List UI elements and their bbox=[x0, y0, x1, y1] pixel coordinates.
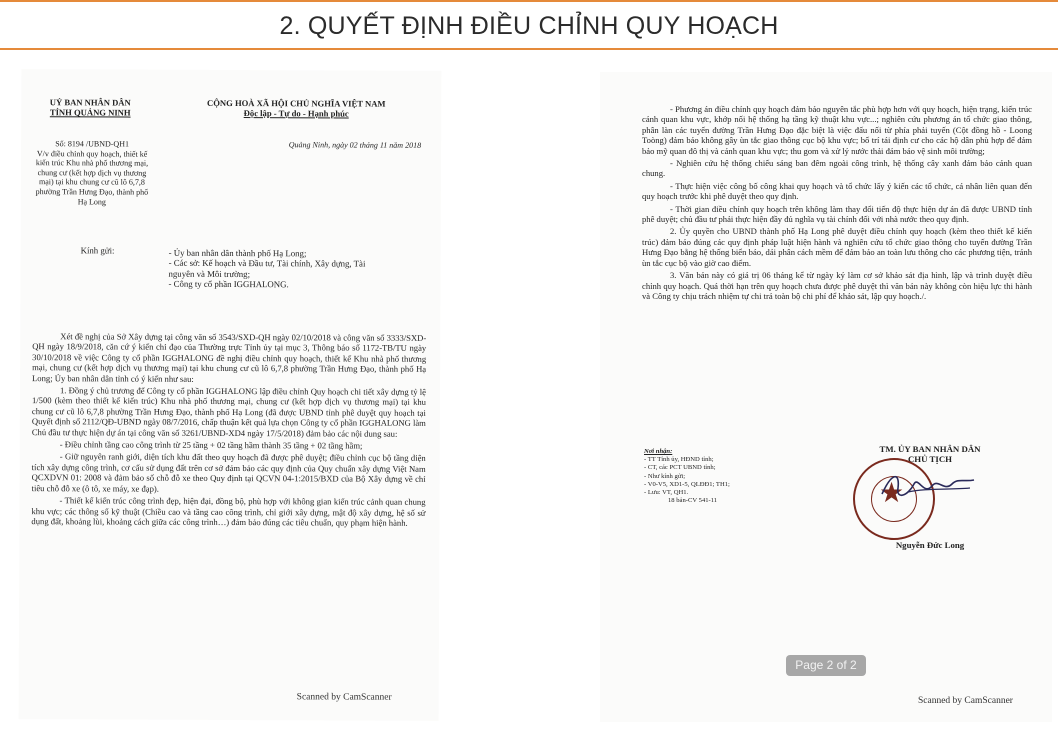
recipient-item: - Ủy ban nhân dân thành phố Hạ Long; bbox=[168, 247, 307, 259]
country-name: CỘNG HOÀ XÃ HỘI CHỦ NGHĨA VIỆT NAM bbox=[207, 97, 386, 109]
scanner-footer: Scanned by CamScanner bbox=[296, 692, 392, 703]
body-text-2 bbox=[642, 104, 1032, 301]
signer-title-2: CHỦ TỊCH bbox=[907, 454, 953, 465]
header-bottom-rule bbox=[0, 48, 1058, 50]
paragraph: 1. Đồng ý chủ trương để Công ty cổ phần IGGHALONG lập điều chỉnh Quy hoạch chi tiết xây dựng tỷ lệ 1/500 (kèm theo thiết kế kiến trúc) Khu nhà phố thương mại, chung cư (kết hợp dịch vụ thương mại) tại khu chung cư cũ lô 6,7,8 phường Trần Hưng Đạo, thành phố Hạ Long (đã được UBND tỉnh phê duyệt quy hoạch tại Quyết định số 2112/QĐ-UBND ngày 08/7/2016, chấp thuận kết quả lựa chọn Công ty cổ phần IGGHALONG làm Chủ đầu tư thực hiện dự án tại công văn số 3261/UBND-XD4 ngày 17/5/2018) đảm bảo các nội dung sau: bbox=[31, 385, 427, 439]
body-text-1 bbox=[31, 331, 426, 528]
country-motto: Độc lập - Tự do - Hạnh phúc bbox=[243, 108, 349, 119]
issuer-block bbox=[35, 97, 145, 117]
scanner-footer: Scanned by CamScanner bbox=[918, 696, 1013, 706]
distribution-item: - CT, các PCT UBND tỉnh; bbox=[644, 464, 716, 472]
paragraph: - Phương án điều chỉnh quy hoạch đảm bảo nguyên tắc phù hợp hơn với quy hoạch, hiện trạng, kiến trúc cảnh quan khu vực, khớp nối hệ thống hạ tầng kỹ thuật khu vực...; nghiên cứu phương án tổ chức giao thông, phân làn các tuyến đường Trần Hưng Đạo đặc biệt là việc đấu nối từ phía phải tuyến (Cột đồng hồ - Loong Toòng) đảm bảo không gây ùn tắc giao thông cục bộ khu vực; bố trí tái định cư cho các hộ dân phù hợp để đảm bảo mỹ quan đô thị và cảnh quan khu vực; thu gom và xử lý nước thải đảm bảo vệ sinh môi trường; bbox=[642, 104, 1032, 156]
distribution-item: - TT Tỉnh ủy, HĐND tỉnh; bbox=[644, 456, 714, 464]
paragraph: - Thời gian điều chỉnh quy hoạch trên không làm thay đổi tiến độ thực hiện dự án đã được UBND tỉnh phê duyệt; chủ đầu tư phải thực hiện đầy đủ nghĩa vụ tài chính đối với nhà nước theo quy định. bbox=[642, 203, 1032, 225]
paragraph: 3. Văn bản này có giá trị 06 tháng kể từ ngày ký làm cơ sở khảo sát địa hình, lập và trình duyệt điều chỉnh quy hoạch. Quá thời hạn trên quy hoạch chưa được phê duyệt thì văn bản này không còn hiệu lực thi hành và Công ty chịu trách nhiệm tự chi trả toàn bộ chi phí để khảo sát, lập quy hoạch./. bbox=[642, 270, 1032, 301]
doc-date: Quảng Ninh, ngày 02 tháng 11 năm 2018 bbox=[288, 140, 422, 150]
paragraph: 2. Ủy quyền cho UBND thành phố Hạ Long phê duyệt điều chỉnh quy hoạch (kèm theo thiết kế kiến trúc) đảm bảo đúng các quy định pháp luật hiện hành và nghiên cứu tổ chức giao thông cho tuyến đường Trần Hưng Đạo bằng hệ thống biển báo, dải phân cách mềm để đảm bảo an toàn lưu thông cho các phương tiện, tránh ùn tắc cục bộ vào giờ cao điểm. bbox=[642, 226, 1032, 268]
document-page-2 bbox=[600, 72, 1052, 722]
issuer-line-2: TỈNH QUẢNG NINH bbox=[49, 107, 131, 118]
recipient-item: - Các sở: Kế hoạch và Đầu tư, Tài chính, Xây dựng, Tài nguyên và Môi trường; bbox=[168, 258, 366, 279]
distribution-item: - V0-V5, XD1-5, QLĐĐ1; TH1; bbox=[644, 480, 730, 488]
paragraph: - Nghiên cứu hệ thống chiếu sáng ban đêm ngoài công trình, hệ thống cây xanh đảm bảo cảnh quan chung. bbox=[642, 158, 1032, 179]
page-indicator: Page 2 of 2 bbox=[786, 655, 866, 676]
paragraph: - Giữ nguyên ranh giới, diện tích khu đất theo quy hoạch đã được phê duyệt; điều chỉnh cục bộ tầng diện tích xây dựng công trình, cơ cấu sử dụng đất trên cơ sở đảm bảo các quy định của Quy chuẩn xây dựng Việt Nam QCXDVN 01: 2008 và đảm bảo số chỗ đỗ xe theo Quy định tại QCVN 04-1:2015/BXD của Bộ Xây dựng về chỉ tiêu chỗ đỗ xe (ô tô, xe máy, xe đạp). bbox=[31, 451, 426, 494]
doc-subject: V/v điều chỉnh quy hoạch, thiết kế kiến trúc Khu nhà phố thương mại, chung cư (kết hợp dịch vụ thương mại) tại khu chung cư cũ lô 6,7,8 phường Trần Hưng Đạo, thành phố Hạ Long bbox=[35, 148, 149, 207]
page-title: 2. QUYẾT ĐỊNH ĐIỀU CHỈNH QUY HOẠCH bbox=[279, 12, 779, 40]
paragraph: - Điều chỉnh tầng cao công trình từ 25 tầng + 02 tầng hầm thành 35 tầng + 02 tầng hầm; bbox=[59, 439, 363, 451]
distribution-item: 18 bản-CV 541-11 bbox=[668, 497, 718, 505]
doc-number-block bbox=[35, 139, 149, 207]
paragraph: Xét đề nghị của Sở Xây dựng tại công văn số 3543/SXD-QH ngày 02/10/2018 và công văn số 3333/SXD-QH ngày 18/9/2018, căn cứ ý kiến chỉ đạo của Thường trực Tỉnh ủy tại mục 3, Thông báo số 1172-TB/TU ngày 30/10/2018 về việc Công ty cổ phần IGGHALONG đề nghị điều chỉnh quy hoạch, thiết kế Khu nhà phố thương mại, chung cư (kết hợp dịch vụ thương mại) tại khu chung cư cũ lô 6,7,8 phường Trần Hưng Đạo, thành phố Hạ Long; Ủy ban nhân dân tỉnh có ý kiến như sau: bbox=[32, 331, 427, 384]
signer-title-1: TM. ỦY BAN NHÂN DÂN bbox=[879, 444, 981, 454]
recipient-label: Kính gửi: bbox=[80, 245, 115, 256]
recipient-list bbox=[168, 248, 368, 290]
distribution-label: Nơi nhận: bbox=[644, 448, 673, 455]
distribution-list bbox=[644, 448, 784, 505]
paragraph: - Thiết kế kiến trúc công trình đẹp, hiện đại, đồng bộ, phù hợp với không gian kiến trúc cảnh quan chung khu vực; các thông số kỹ thuật (Chiều cao và tầng cao công trình, chỉ giới xây dựng, mật độ xây dựng, hệ số sử dụng đất, khoảng lùi, khoảng cách giữa các công trình…) đảm bảo đúng các tiêu chuẩn, quy phạm hiện hành. bbox=[31, 495, 426, 528]
document-page-1 bbox=[19, 69, 442, 721]
distribution-item: - Lưu: VT, QH1. bbox=[644, 489, 689, 497]
handwritten-signature-icon bbox=[878, 466, 978, 509]
recipient-item: - Công ty cổ phần IGGHALONG. bbox=[168, 278, 289, 290]
seal-star-icon: ★ bbox=[879, 478, 905, 509]
paragraph: - Thực hiện việc công bố công khai quy hoạch và tổ chức lấy ý kiến các tổ chức, cá nhân liên quan đến quy hoạch trước khi phê duyệt theo quy định. bbox=[642, 180, 1032, 202]
distribution-item: - Như kính gửi; bbox=[644, 472, 686, 480]
issuer-line-1: UỶ BAN NHÂN DÂN bbox=[49, 97, 131, 108]
signer-name: Nguyễn Đức Long bbox=[895, 540, 965, 550]
national-heading bbox=[171, 98, 421, 119]
doc-number: Số: 8194 /UBND-QH1 bbox=[55, 139, 130, 149]
header bbox=[0, 2, 1058, 46]
